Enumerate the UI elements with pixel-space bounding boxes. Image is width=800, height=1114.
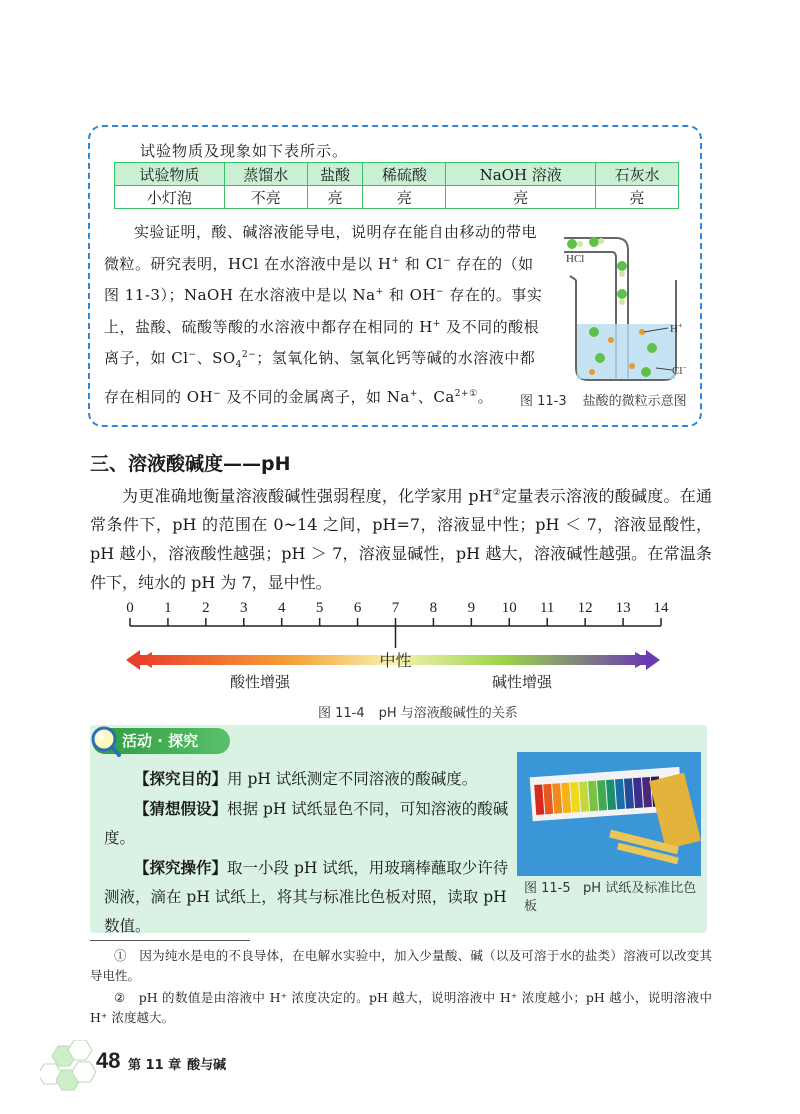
experiment-paragraph: 实验证明，酸、碱溶液能导电，说明存在能自由移动的带电微粒。研究表明，HCl 在水溶液中是以 H+ 和 Cl− 存在的（如图 11-3）；NaOH 在水溶液中是以 Na+ 和 OH− 存在的。事实上，盐酸、硫酸等酸的水溶液中都存在相同的 H+ 及不同的酸根离子，如 Cl−、$SO_4^{2-}$；氢氧化钠、氢氧化钙等碱的水溶液中都存在相同的 OH− 及不同的金属离子，如 Na+、$Ca^{2+①}$。 [104,223,543,406]
table-header-cell: 盐酸 [307,163,363,186]
hcl-beaker-figure [556,228,696,386]
table-header-cell: NaOH 溶液 [446,163,596,186]
activity-text: 【探究目的】用 pH 试纸测定不同溶液的酸碱度。 【猜想假设】根据 pH 试纸显色不同，可知溶液的酸碱度。 【探究操作】取一小段 pH 试纸，用玻璃棒蘸取少许待测液，滴在 pH 试纸上，将其与标准比色板对照，读取 pH 数值。 [104,769,509,935]
footnote-ref: ① [469,388,478,399]
h-ion-label: H [670,323,678,335]
footnote-divider [90,940,250,941]
section-paragraph: 为更准确地衡量溶液酸碱性强弱程度，化学家用 pH②定量表示溶液的酸碱度。在通常条件下，pH 的范围在 0~14 之间，pH=7，溶液显中性；pH ＜ 7，溶液显酸性，pH 越小，溶液酸性越强；pH ＞ 7，溶液显碱性，pH 越大，溶液碱性越强。在常温条件下，纯水的 pH 为 7，显中性。 [90,486,712,593]
table-cell: 亮 [596,186,679,209]
hcl-label: HCl [566,253,585,265]
neutral-label: 中性 [379,651,412,670]
ph-tick-label: 12 [577,600,593,616]
page-number: 48 [96,1048,121,1073]
figure-11-4-caption: 图 11-4 pH 与溶液酸碱性的关系 [318,706,518,721]
ph-tick-label: 0 [126,600,134,616]
ph-tick-label: 3 [240,600,248,616]
ph-tick-label: 5 [315,600,324,616]
section-title: 三、溶液酸碱度——pH [90,453,291,475]
ph-tick-label: 4 [277,600,286,616]
ph-tick-label: 8 [429,600,438,616]
ph-tick-label: 13 [615,600,631,616]
ph-tick-label: 6 [353,600,362,616]
base-label: 碱性增强 [491,673,553,691]
table-header-cell: 稀硫酸 [363,163,446,186]
cl-ion-label: Cl [672,365,683,377]
table-cell: 不亮 [224,186,307,209]
ph-tick-label: 14 [653,600,669,616]
experiment-table [114,162,679,209]
table-header-row [115,163,679,186]
footnote-ref: ② [492,488,502,498]
ph-tick-label: 11 [539,600,555,616]
footnote-1: ① 因为纯水是电的不良导体，在电解水实验中，加入少量酸、碱（以及可溶于水的盐类）溶液可以改变其导电性。 [90,948,712,983]
ph-tick-label: 1 [164,600,172,616]
magnifier-icon [88,724,122,758]
experiment-intro: 试验物质及现象如下表所示。 [140,142,349,160]
table-row [115,186,679,209]
table-cell: 亮 [307,186,363,209]
ph-tick-label: 9 [467,600,476,616]
svg-text:Cl−: Cl− [672,363,687,377]
table-header-cell: 试验物质 [115,163,225,186]
activity-tab: 活动 · 探究 [92,728,230,754]
figure-11-5-caption: 图 11-5 pH 试纸及标准比色板 [524,881,697,914]
ph-paper-photo [517,752,701,876]
table-header-cell: 蒸馏水 [224,163,307,186]
ph-tick-label: 7 [391,600,400,616]
footnote-2: ② pH 的数值是由溶液中 H⁺ 浓度决定的。pH 越大，说明溶液中 H⁺ 浓度越小；pH 越小，说明溶液中 H⁺ 浓度越大。 [90,990,712,1025]
ph-tick-label: 2 [202,600,210,616]
acid-label: 酸性增强 [229,673,291,691]
table-cell: 亮 [446,186,596,209]
table-cell: 小灯泡 [115,186,225,209]
figure-11-3-caption: 图 11-3 盐酸的微粒示意图 [520,394,687,409]
ph-tick-label: 10 [501,600,517,616]
chapter-label: 第 11 章 酸与碱 [128,1058,227,1073]
table-cell: 亮 [363,186,446,209]
footnotes [90,946,712,1030]
svg-text:H+: H+ [670,321,683,335]
table-header-cell: 石灰水 [596,163,679,186]
